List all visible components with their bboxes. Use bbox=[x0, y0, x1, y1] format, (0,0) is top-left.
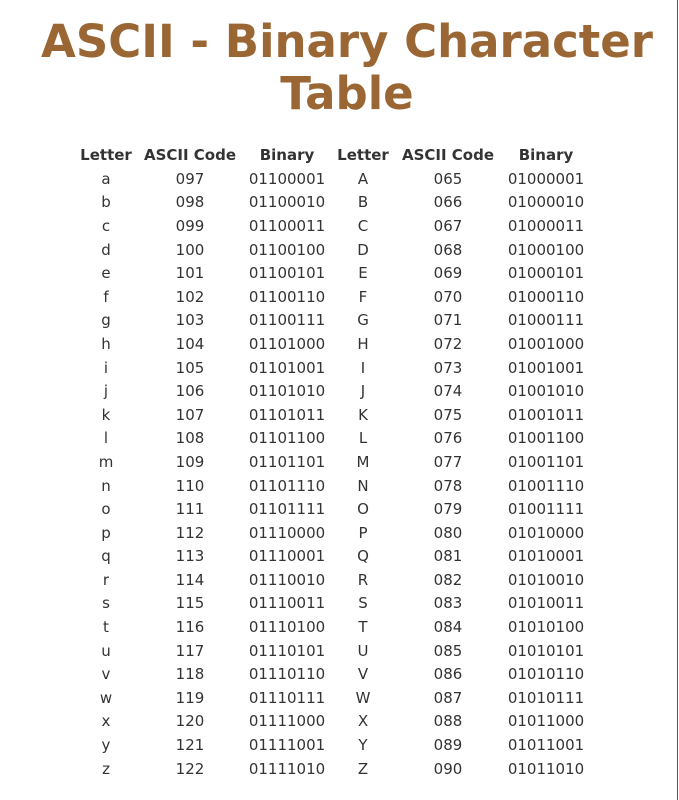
table-row bbox=[70, 379, 586, 403]
table-row bbox=[70, 309, 586, 333]
upper-binary-cell: 01010110 bbox=[507, 665, 585, 684]
lower-letter-cell: w bbox=[99, 688, 113, 707]
header-letter-upper: Letter bbox=[337, 146, 389, 164]
table-header-row bbox=[70, 143, 586, 167]
table-row bbox=[70, 238, 586, 262]
upper-binary-cell: 01001100 bbox=[507, 429, 585, 448]
upper-binary-cell: 01001000 bbox=[507, 334, 585, 353]
page-border bbox=[677, 0, 678, 800]
upper-ascii-code-cell: 077 bbox=[433, 452, 463, 471]
upper-letter-cell: F bbox=[358, 287, 368, 306]
upper-ascii-code-cell: 087 bbox=[433, 688, 463, 707]
upper-ascii-code-cell: 088 bbox=[433, 712, 463, 731]
upper-ascii-code-cell: 084 bbox=[433, 618, 463, 637]
lower-binary-cell: 01100110 bbox=[248, 287, 326, 306]
lower-binary-cell: 01100010 bbox=[248, 193, 326, 212]
lower-binary-cell: 01110001 bbox=[248, 547, 326, 566]
upper-letter-cell: O bbox=[357, 500, 369, 519]
lower-binary-cell: 01110000 bbox=[248, 523, 326, 542]
header-binary-upper: Binary bbox=[518, 146, 574, 164]
lower-ascii-code-cell: 114 bbox=[175, 570, 205, 589]
upper-ascii-code-cell: 085 bbox=[433, 641, 463, 660]
upper-binary-cell: 01000111 bbox=[507, 311, 585, 330]
table-row bbox=[70, 568, 586, 592]
table-row bbox=[70, 639, 586, 663]
table-row bbox=[70, 356, 586, 380]
upper-ascii-code-cell: 082 bbox=[433, 570, 463, 589]
page-title bbox=[0, 16, 679, 120]
lower-binary-cell: 01111001 bbox=[248, 736, 326, 755]
upper-binary-cell: 01010100 bbox=[507, 618, 585, 637]
upper-binary-cell: 01000010 bbox=[507, 193, 585, 212]
upper-binary-cell: 01000101 bbox=[507, 264, 585, 283]
upper-ascii-code-cell: 089 bbox=[433, 736, 463, 755]
header-ascii-code-upper: ASCII Code bbox=[401, 146, 495, 164]
upper-ascii-code-cell: 081 bbox=[433, 547, 463, 566]
upper-ascii-code-cell: 080 bbox=[433, 523, 463, 542]
table-row bbox=[70, 167, 586, 191]
upper-ascii-code-cell: 070 bbox=[433, 287, 463, 306]
lower-binary-cell: 01110100 bbox=[248, 618, 326, 637]
table-body bbox=[70, 167, 586, 780]
lower-binary-cell: 01100011 bbox=[248, 216, 326, 235]
lower-ascii-code-cell: 113 bbox=[175, 547, 205, 566]
upper-binary-cell: 01001101 bbox=[507, 452, 585, 471]
table-row bbox=[70, 615, 586, 639]
lower-ascii-code-cell: 097 bbox=[175, 169, 205, 188]
lower-ascii-code-cell: 105 bbox=[175, 358, 205, 377]
lower-ascii-code-cell: 107 bbox=[175, 405, 205, 424]
upper-letter-cell: T bbox=[358, 618, 368, 637]
upper-binary-cell: 01010101 bbox=[507, 641, 585, 660]
upper-binary-cell: 01011010 bbox=[507, 759, 585, 778]
lower-ascii-code-cell: 117 bbox=[175, 641, 205, 660]
header-ascii-code-lower: ASCII Code bbox=[143, 146, 237, 164]
lower-ascii-code-cell: 099 bbox=[175, 216, 205, 235]
lower-ascii-code-cell: 110 bbox=[175, 476, 205, 495]
lower-binary-cell: 01110010 bbox=[248, 570, 326, 589]
ascii-binary-table bbox=[70, 143, 586, 780]
upper-letter-cell: L bbox=[358, 429, 368, 448]
lower-letter-cell: i bbox=[103, 358, 109, 377]
header-binary-lower: Binary bbox=[259, 146, 315, 164]
upper-ascii-code-cell: 073 bbox=[433, 358, 463, 377]
upper-binary-cell: 01000001 bbox=[507, 169, 585, 188]
upper-letter-cell: U bbox=[357, 641, 369, 660]
lower-ascii-code-cell: 116 bbox=[175, 618, 205, 637]
lower-ascii-code-cell: 120 bbox=[175, 712, 205, 731]
table-row bbox=[70, 662, 586, 686]
table-row bbox=[70, 497, 586, 521]
upper-letter-cell: C bbox=[357, 216, 369, 235]
title-line-2: Table bbox=[280, 67, 414, 120]
table-row bbox=[70, 403, 586, 427]
upper-letter-cell: E bbox=[358, 264, 368, 283]
lower-binary-cell: 01110011 bbox=[248, 594, 326, 613]
upper-letter-cell: V bbox=[357, 665, 369, 684]
lower-letter-cell: o bbox=[101, 500, 111, 519]
upper-binary-cell: 01001010 bbox=[507, 382, 585, 401]
table-row bbox=[70, 592, 586, 616]
upper-binary-cell: 01010111 bbox=[507, 688, 585, 707]
upper-binary-cell: 01010001 bbox=[507, 547, 585, 566]
lower-letter-cell: m bbox=[98, 452, 114, 471]
upper-binary-cell: 01010010 bbox=[507, 570, 585, 589]
upper-ascii-code-cell: 074 bbox=[433, 382, 463, 401]
upper-binary-cell: 01001001 bbox=[507, 358, 585, 377]
upper-letter-cell: J bbox=[360, 382, 366, 401]
lower-letter-cell: f bbox=[103, 287, 109, 306]
lower-binary-cell: 01101000 bbox=[248, 334, 326, 353]
lower-letter-cell: t bbox=[103, 618, 109, 637]
lower-ascii-code-cell: 109 bbox=[175, 452, 205, 471]
table-row bbox=[70, 261, 586, 285]
lower-ascii-code-cell: 119 bbox=[175, 688, 205, 707]
lower-letter-cell: d bbox=[101, 240, 111, 259]
lower-letter-cell: k bbox=[101, 405, 111, 424]
lower-letter-cell: x bbox=[101, 712, 111, 731]
lower-binary-cell: 01101101 bbox=[248, 452, 326, 471]
upper-letter-cell: K bbox=[358, 405, 368, 424]
lower-ascii-code-cell: 101 bbox=[175, 264, 205, 283]
lower-letter-cell: b bbox=[101, 193, 111, 212]
upper-binary-cell: 01000011 bbox=[507, 216, 585, 235]
lower-letter-cell: q bbox=[101, 547, 111, 566]
upper-letter-cell: W bbox=[355, 688, 371, 707]
lower-ascii-code-cell: 111 bbox=[175, 500, 205, 519]
lower-letter-cell: l bbox=[103, 429, 109, 448]
table-row bbox=[70, 545, 586, 569]
upper-letter-cell: H bbox=[357, 334, 369, 353]
upper-ascii-code-cell: 079 bbox=[433, 500, 463, 519]
lower-letter-cell: j bbox=[103, 382, 109, 401]
upper-letter-cell: N bbox=[357, 476, 369, 495]
lower-binary-cell: 01100100 bbox=[248, 240, 326, 259]
upper-binary-cell: 01011001 bbox=[507, 736, 585, 755]
table-row bbox=[70, 733, 586, 757]
lower-letter-cell: g bbox=[101, 311, 111, 330]
table-row bbox=[70, 285, 586, 309]
upper-binary-cell: 01011000 bbox=[507, 712, 585, 731]
lower-ascii-code-cell: 098 bbox=[175, 193, 205, 212]
lower-letter-cell: s bbox=[102, 594, 110, 613]
upper-binary-cell: 01010000 bbox=[507, 523, 585, 542]
lower-binary-cell: 01101110 bbox=[248, 476, 326, 495]
lower-binary-cell: 01111010 bbox=[248, 759, 326, 778]
lower-binary-cell: 01101111 bbox=[248, 500, 326, 519]
upper-letter-cell: P bbox=[358, 523, 368, 542]
lower-letter-cell: u bbox=[101, 641, 111, 660]
upper-ascii-code-cell: 068 bbox=[433, 240, 463, 259]
lower-binary-cell: 01110110 bbox=[248, 665, 326, 684]
upper-ascii-code-cell: 066 bbox=[433, 193, 463, 212]
lower-ascii-code-cell: 121 bbox=[175, 736, 205, 755]
upper-binary-cell: 01001111 bbox=[507, 500, 585, 519]
upper-ascii-code-cell: 078 bbox=[433, 476, 463, 495]
table-row bbox=[70, 686, 586, 710]
upper-letter-cell: G bbox=[357, 311, 369, 330]
upper-binary-cell: 01001110 bbox=[507, 476, 585, 495]
lower-ascii-code-cell: 115 bbox=[175, 594, 205, 613]
upper-letter-cell: Q bbox=[357, 547, 369, 566]
upper-letter-cell: A bbox=[357, 169, 369, 188]
lower-letter-cell: p bbox=[101, 523, 111, 542]
upper-ascii-code-cell: 083 bbox=[433, 594, 463, 613]
lower-letter-cell: h bbox=[101, 334, 111, 353]
lower-binary-cell: 01111000 bbox=[248, 712, 326, 731]
title-line-1: ASCII - Binary Character bbox=[41, 15, 653, 68]
lower-ascii-code-cell: 100 bbox=[175, 240, 205, 259]
upper-binary-cell: 01000110 bbox=[507, 287, 585, 306]
upper-ascii-code-cell: 072 bbox=[433, 334, 463, 353]
upper-letter-cell: D bbox=[357, 240, 369, 259]
upper-ascii-code-cell: 075 bbox=[433, 405, 463, 424]
lower-binary-cell: 01101010 bbox=[248, 382, 326, 401]
lower-letter-cell: r bbox=[102, 570, 110, 589]
upper-binary-cell: 01010011 bbox=[507, 594, 585, 613]
upper-ascii-code-cell: 069 bbox=[433, 264, 463, 283]
lower-ascii-code-cell: 118 bbox=[175, 665, 205, 684]
upper-letter-cell: I bbox=[360, 358, 366, 377]
lower-ascii-code-cell: 108 bbox=[175, 429, 205, 448]
lower-binary-cell: 01110111 bbox=[248, 688, 326, 707]
table-row bbox=[70, 521, 586, 545]
table-row bbox=[70, 474, 586, 498]
upper-binary-cell: 01001011 bbox=[507, 405, 585, 424]
lower-ascii-code-cell: 112 bbox=[175, 523, 205, 542]
upper-ascii-code-cell: 067 bbox=[433, 216, 463, 235]
table-row bbox=[70, 710, 586, 734]
upper-ascii-code-cell: 090 bbox=[433, 759, 463, 778]
upper-letter-cell: X bbox=[357, 712, 369, 731]
lower-letter-cell: z bbox=[102, 759, 110, 778]
table-row bbox=[70, 332, 586, 356]
lower-ascii-code-cell: 104 bbox=[175, 334, 205, 353]
table-row bbox=[70, 450, 586, 474]
table-row bbox=[70, 214, 586, 238]
lower-binary-cell: 01101011 bbox=[248, 405, 326, 424]
upper-ascii-code-cell: 071 bbox=[433, 311, 463, 330]
lower-letter-cell: n bbox=[101, 476, 111, 495]
upper-letter-cell: Z bbox=[357, 759, 369, 778]
lower-letter-cell: a bbox=[101, 169, 111, 188]
lower-binary-cell: 01100101 bbox=[248, 264, 326, 283]
upper-ascii-code-cell: 065 bbox=[433, 169, 463, 188]
lower-binary-cell: 01100111 bbox=[248, 311, 326, 330]
table-row bbox=[70, 427, 586, 451]
upper-letter-cell: R bbox=[357, 570, 369, 589]
lower-binary-cell: 01101001 bbox=[248, 358, 326, 377]
lower-ascii-code-cell: 103 bbox=[175, 311, 205, 330]
upper-binary-cell: 01000100 bbox=[507, 240, 585, 259]
lower-letter-cell: y bbox=[101, 736, 111, 755]
lower-letter-cell: v bbox=[101, 665, 111, 684]
lower-letter-cell: c bbox=[101, 216, 111, 235]
table-row bbox=[70, 757, 586, 781]
upper-letter-cell: Y bbox=[358, 736, 368, 755]
upper-letter-cell: B bbox=[357, 193, 369, 212]
lower-letter-cell: e bbox=[101, 264, 111, 283]
header-letter-lower: Letter bbox=[80, 146, 132, 164]
upper-ascii-code-cell: 076 bbox=[433, 429, 463, 448]
table-row bbox=[70, 191, 586, 215]
upper-letter-cell: S bbox=[358, 594, 368, 613]
lower-ascii-code-cell: 106 bbox=[175, 382, 205, 401]
lower-binary-cell: 01101100 bbox=[248, 429, 326, 448]
lower-ascii-code-cell: 102 bbox=[175, 287, 205, 306]
upper-ascii-code-cell: 086 bbox=[433, 665, 463, 684]
upper-letter-cell: M bbox=[356, 452, 370, 471]
lower-binary-cell: 01110101 bbox=[248, 641, 326, 660]
lower-binary-cell: 01100001 bbox=[248, 169, 326, 188]
lower-ascii-code-cell: 122 bbox=[175, 759, 205, 778]
